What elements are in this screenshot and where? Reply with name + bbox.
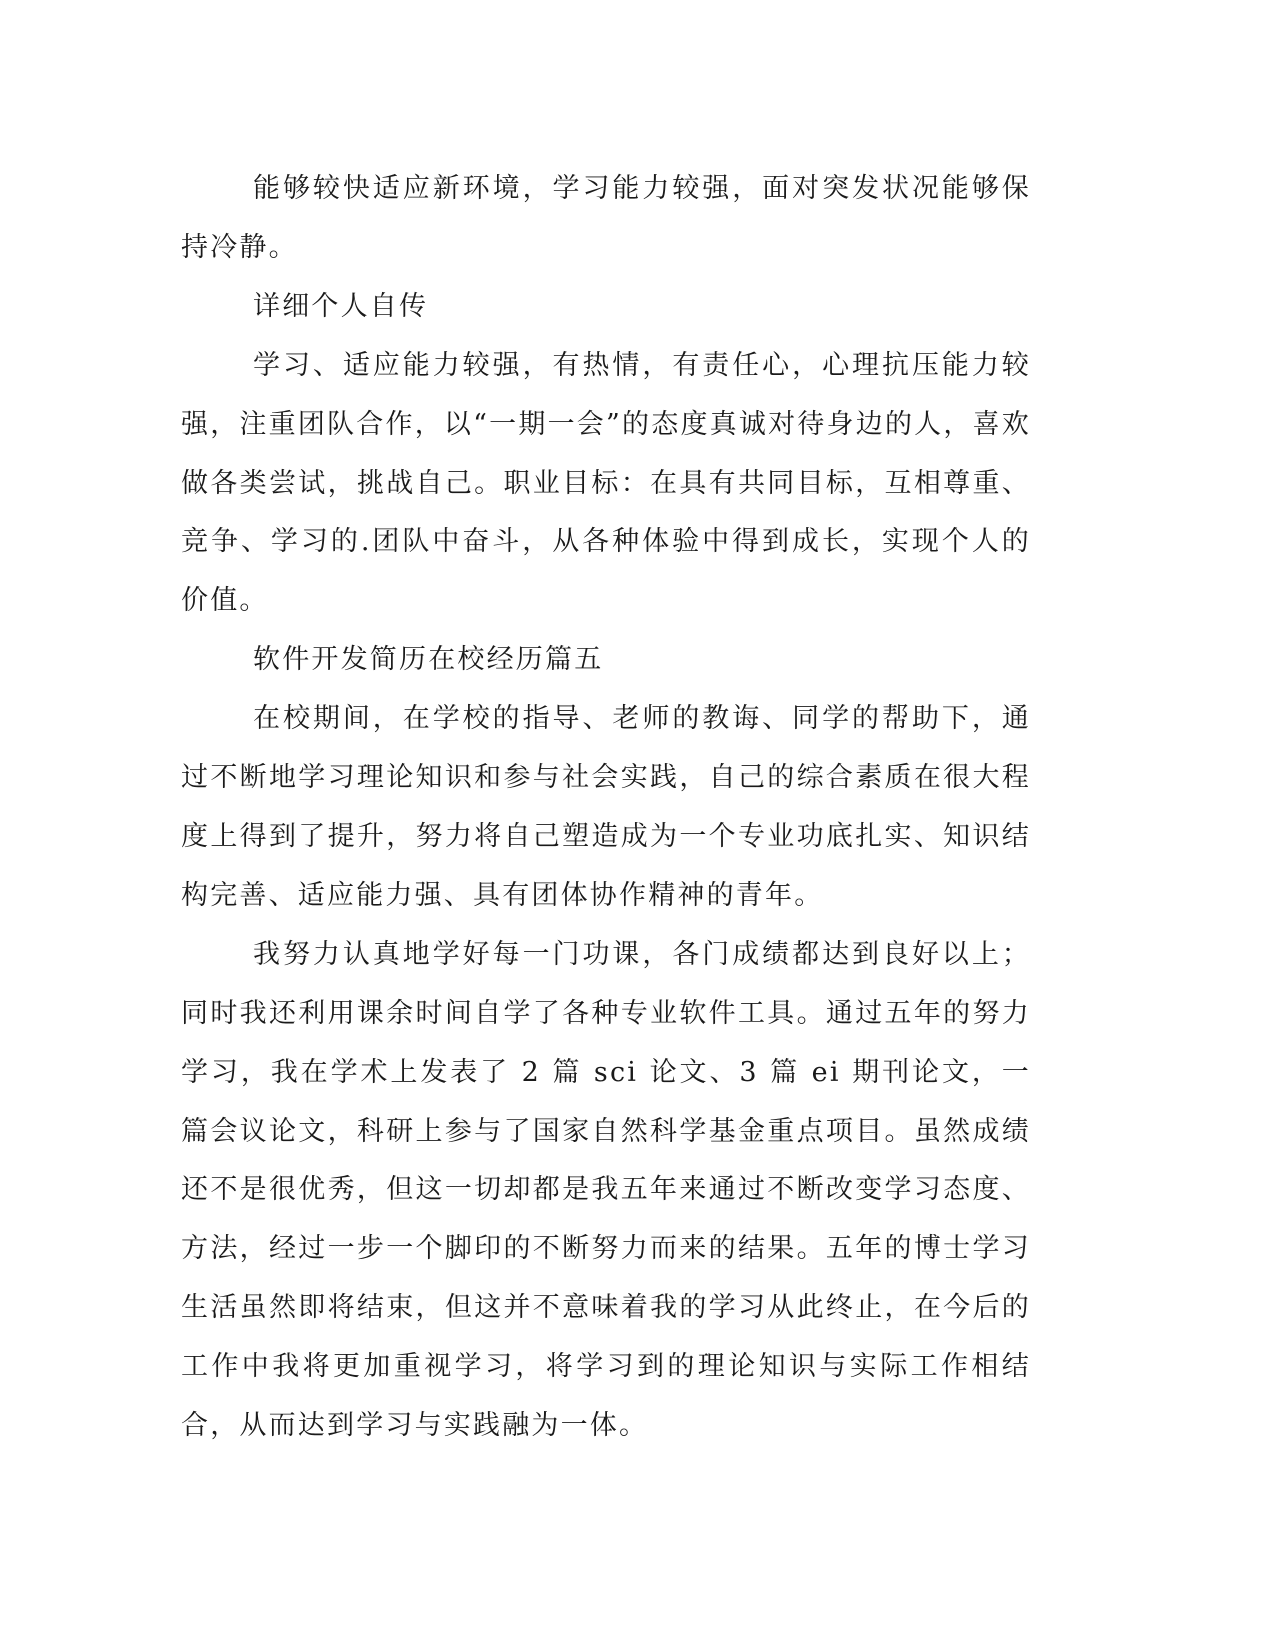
paragraph-academic-achievements: 我努力认真地学好每一门功课，各门成绩都达到良好以上；同时我还利用课余时间自学了各种专业软件工具。通过五年的努力学习，我在学术上发表了 2 篇 sci 论文、3 篇 ei 期刊论文，一篇会议论文，科研上参与了国家自然科学基金重点项目。虽然成绩还不是很优秀，但这一切却都是我五年来通过不断改变学习态度、方法，经过一步一个脚印的不断努力而来的结果。五年的博士学习生活虽然即将结束，但这并不意味着我的学习从此终止，在今后的工作中我将更加重视学习，将学习到的理论知识与实际工作相结合，从而达到学习与实践融为一体。 <box>181 938 1031 1442</box>
heading-school-experience: 软件开发简历在校经历篇五 <box>253 644 604 676</box>
paragraph-self-description: 学习、适应能力较强，有热情，有责任心，心理抗压能力较强，注重团队合作，以“一期一会”的态度真诚对待身边的人，喜欢做各类尝试，挑战自己。职业目标：在具有共同目标，互相尊重、竞争、学习的.团队中奋斗，从各种体验中得到成长，实现个人的价值。 <box>181 349 1031 617</box>
document-body <box>181 160 1031 1456</box>
heading-autobiography: 详细个人自传 <box>253 290 429 322</box>
paragraph-adaptability: 能够较快适应新环境，学习能力较强，面对突发状况能够保持冷静。 <box>181 173 1031 263</box>
paragraph-school-period: 在校期间，在学校的指导、老师的教诲、同学的帮助下，通过不断地学习理论知识和参与社会实践，自己的综合素质在很大程度上得到了提升，努力将自己塑造成为一个专业功底扎实、知识结构完善、适应能力强、具有团体协作精神的青年。 <box>181 703 1031 911</box>
